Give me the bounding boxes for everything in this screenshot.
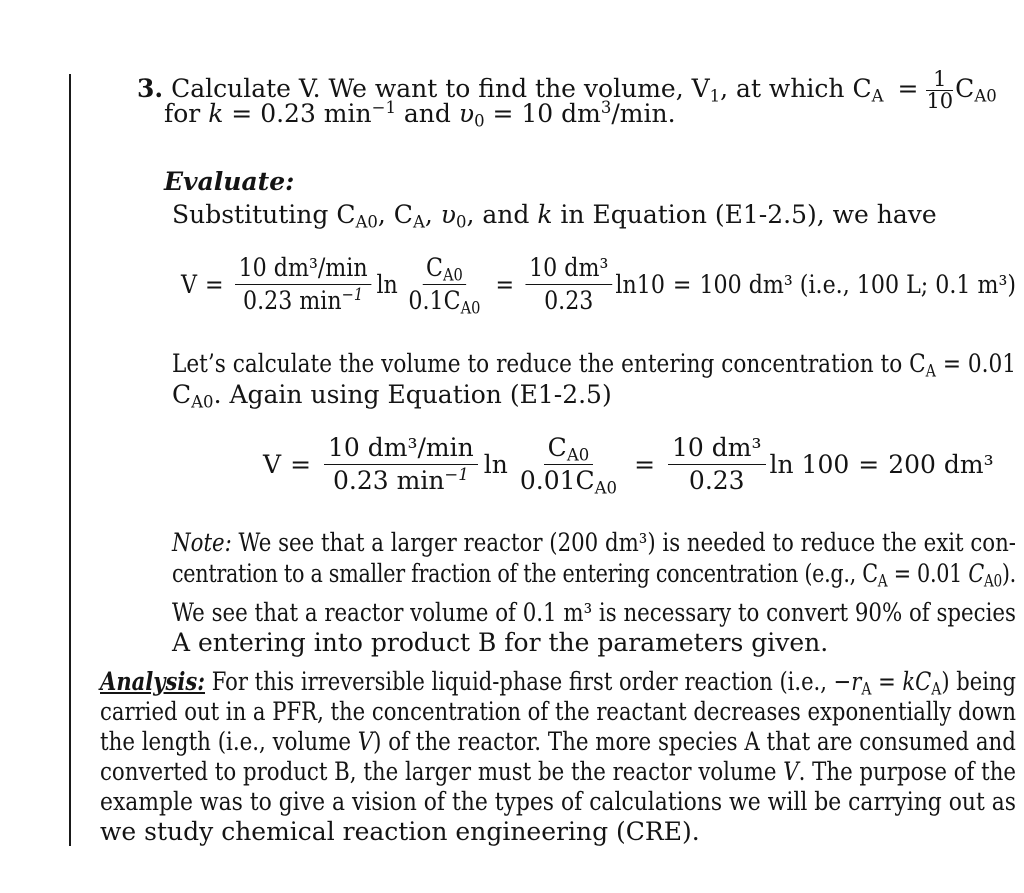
eq1-result: 100 dm³ (i.e., 100 L; 0.1 m³) xyxy=(699,270,1017,299)
analysis-line-5: example was to give a vision of the types of calculations we will be carrying out as xyxy=(100,787,1017,816)
step-line-1: 3. Calculate V. We want to find the volume, $V_1$, at which $C_A$ = $\frac{1}{10}$ $C_{A0}$ xyxy=(137,67,997,113)
fraction-one-tenth: $\frac{1}{10}$ xyxy=(926,67,954,113)
equation-1: V = $\frac{\text{10 dm³/min}}{0.23 \min^{-1}}$ ln $\frac{C_{A0}}{0.1C_{A0}}$ = $\frac{\text{10 dm³}}{0.23}$ ln10 = 100 dm³ (i.e., 100 L; 0.1 m³) xyxy=(181,253,1017,318)
eq1-fraction-flow: $\frac{\text{10 dm³/min}}{0.23 \min^{-1}}$ xyxy=(235,254,371,315)
eq2-result: 200 dm³ xyxy=(888,450,994,479)
step-line-2: for k = 0.23 $\min^{-1}$ and $\upsilon_0 = 10$ $dm^3/\min$. xyxy=(164,97,676,131)
analysis-line-1: Analysis: For this irreversible liquid-phase first order reaction (i.e., $-r_A = kC_A$) being xyxy=(100,667,1016,699)
eq1-fraction-simplified: $\frac{\text{10 dm³}}{0.23}$ xyxy=(526,254,612,315)
note-line-1: Note: We see that a larger reactor (200 dm³) is needed to reduce the exit con- xyxy=(172,528,1017,557)
analysis-line-4: converted to product B, the larger must be the reactor volume V. The purpose of the xyxy=(100,757,1017,786)
note-label: Note: xyxy=(172,528,232,557)
analysis-line-2: carried out in a PFR, the concentration of the reactant decreases exponentially down xyxy=(100,697,1017,726)
conclusion-line-2: A entering into product B for the parameters given. xyxy=(172,628,829,657)
margin-rule xyxy=(69,74,71,846)
analysis-line-3: the length (i.e., volume V) of the reactor. The more species A that are consumed and xyxy=(100,727,1016,756)
equation-2: V = $\frac{\text{10 dm³/min}}{0.23 \min^{-1}}$ ln $\frac{C_{A0}}{0.01C_{A0}}$ = $\frac{\text{10 dm³}}{0.23}$ ln 100 = 200 dm³ xyxy=(263,433,994,498)
analysis-line-6: we study chemical reaction engineering (CRE). xyxy=(100,817,700,846)
eq2-fraction-simplified: $\frac{\text{10 dm³}}{0.23}$ xyxy=(668,434,766,495)
analysis-label: Analysis: xyxy=(100,667,206,696)
step-number: 3. xyxy=(137,74,164,103)
eq2-fraction-flow: $\frac{\text{10 dm³/min}}{0.23 \min^{-1}}$ xyxy=(324,434,478,495)
evaluate-heading: Evaluate: xyxy=(164,167,295,196)
note-line-2: centration to a smaller fraction of the entering concentration (e.g., $C_A = 0.01$ $C_{A0}$). xyxy=(172,559,1016,591)
eq1-fraction-conc: $\frac{C_{A0}}{0.1C_{A0}}$ xyxy=(408,253,481,318)
evaluate-intro: Substituting $C_{A0}$, $C_A$, $\upsilon_0$, and k in Equation (E1-2.5), we have xyxy=(172,200,937,232)
eq2-fraction-conc: $\frac{C_{A0}}{0.01C_{A0}}$ xyxy=(519,433,618,498)
para2-line-2: $C_{A0}$. Again using Equation (E1-2.5) xyxy=(172,380,612,412)
para2-line-1: Let’s calculate the volume to reduce the entering concentration to $C_A = 0.01$ xyxy=(172,349,1017,381)
conclusion-line-1: We see that a reactor volume of 0.1 m³ is necessary to convert 90% of species xyxy=(172,598,1016,627)
